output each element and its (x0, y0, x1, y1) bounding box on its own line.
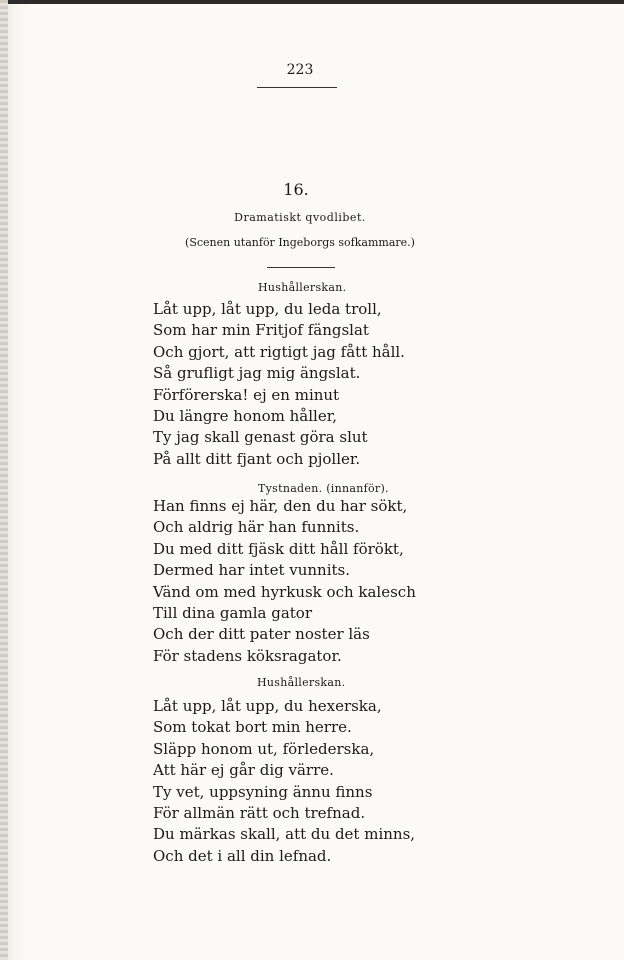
poem-title: Dramatiskt qvodlibet. (234, 211, 366, 224)
section-number: 16. (283, 180, 309, 199)
verse-line: Till dina gamla gator (153, 603, 312, 622)
verse-line: Ty jag skall genast göra slut (153, 428, 368, 447)
verse-line: Att här ej går dig värre. (153, 761, 334, 780)
stanza (153, 299, 405, 470)
verse-line: Släpp honom ut, förlederska, (153, 739, 375, 758)
verse-line: Som tokat bort min herre. (153, 718, 352, 737)
speaker-heading: Hushållerskan. (257, 676, 346, 689)
verse-line: Vänd om med hyrkusk och kalesch (153, 582, 416, 601)
verse-line: På allt ditt fjant och pjoller. (153, 449, 361, 468)
verse-line: Du längre honom håller, (153, 406, 338, 425)
verse-line: Så grufligt jag mig ängslat. (153, 364, 361, 383)
title-rule (267, 267, 335, 268)
poem-subtitle: (Scenen utanför Ingeborgs sofkammare.) (185, 236, 415, 249)
stanza (153, 696, 415, 867)
verse-line: För stadens köksragator. (153, 646, 342, 665)
verse-line: För allmän rätt och trefnad. (153, 803, 366, 822)
verse-line: Och det i all din lefnad. (153, 846, 332, 865)
verse-line: Ty vet, uppsyning ännu finns (153, 782, 373, 801)
speaker-heading: Hushållerskan. (258, 281, 347, 294)
page-left-edge (0, 0, 8, 960)
verse-line: Han finns ej här, den du har sökt, (153, 497, 408, 515)
verse-line: Som har min Fritjof fängslat (153, 321, 369, 340)
verse-line: Förförerska! ej en minut (153, 385, 340, 404)
verse-line: Låt upp, låt upp, du hexerska, (153, 697, 382, 715)
page-number: 223 (286, 62, 314, 78)
verse-line: Och der ditt pater noster läs (153, 625, 370, 644)
verse-line: Och gjort, att rigtigt jag fått håll. (153, 342, 405, 361)
stanza (153, 496, 416, 667)
page-top-edge (0, 0, 624, 4)
verse-line: Dermed har intet vunnits. (153, 561, 350, 580)
verse-line: Och aldrig här han funnits. (153, 518, 360, 537)
verse-line: Låt upp, låt upp, du leda troll, (153, 300, 382, 318)
speaker-heading: Tystnaden. (innanför). (258, 482, 389, 495)
verse-line: Du märkas skall, att du det minns, (153, 825, 416, 844)
verse-line: Du med ditt fjäsk ditt håll förökt, (153, 539, 404, 558)
page-number-rule (257, 87, 337, 88)
